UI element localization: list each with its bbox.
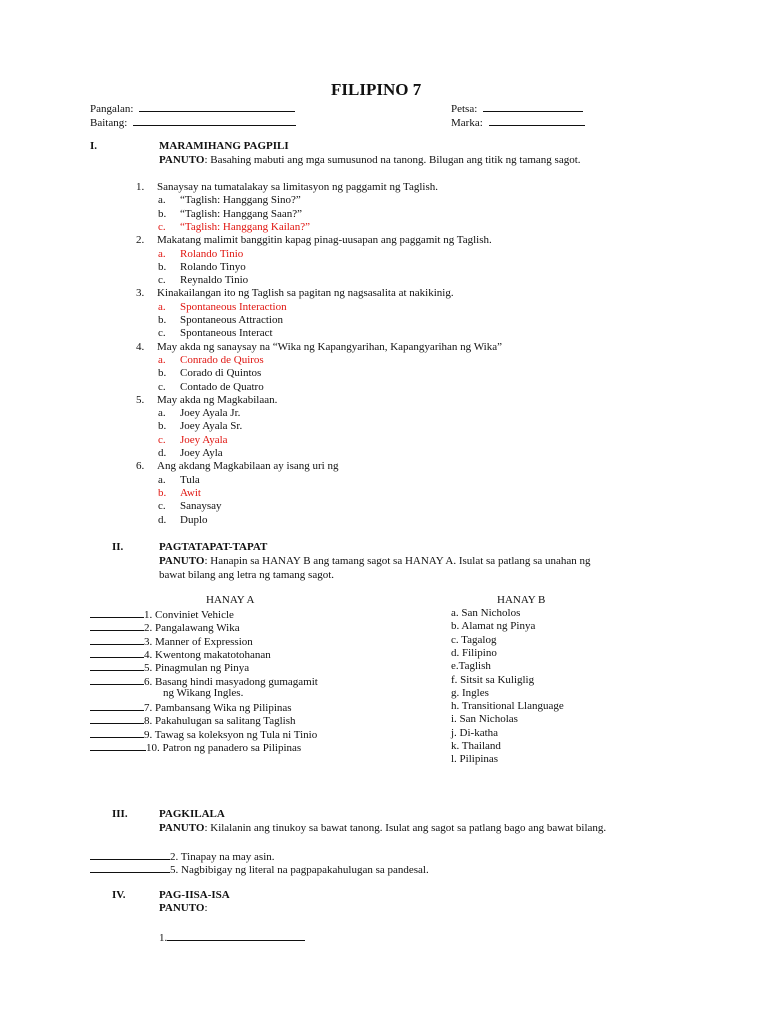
hanay-b-item: k. Thailand bbox=[451, 740, 501, 752]
choice-letter: a. bbox=[158, 473, 166, 486]
section4-roman: IV. bbox=[112, 889, 126, 901]
choice-letter: b. bbox=[158, 486, 167, 499]
pagkilala-item bbox=[90, 862, 429, 877]
choice-text: Spontaneous Interact bbox=[180, 327, 273, 340]
choice-letter: a. bbox=[158, 353, 166, 366]
choice-text: Duplo bbox=[180, 513, 208, 526]
question bbox=[136, 181, 438, 194]
choice-correct[interactable] bbox=[158, 434, 228, 447]
choice[interactable] bbox=[158, 274, 248, 287]
hanay-a-continuation: ng Wikang Ingles. bbox=[163, 686, 244, 699]
marka-blank[interactable] bbox=[489, 115, 585, 126]
section3-roman: III. bbox=[112, 808, 128, 820]
answer-blank[interactable] bbox=[90, 620, 144, 631]
panuto-text: : bbox=[204, 902, 208, 914]
item-number: 1. bbox=[159, 932, 168, 944]
question bbox=[136, 287, 454, 300]
pangalan-label: Pangalan: bbox=[90, 103, 134, 115]
section2-panuto-line2: bawat bilang ang letra ng tamang sagot. bbox=[159, 569, 335, 581]
hanay-a-text: 1. Conviniet Vehicle bbox=[144, 609, 234, 621]
question-number: 3. bbox=[136, 287, 145, 300]
petsa-blank[interactable] bbox=[483, 101, 583, 112]
answer-blank[interactable] bbox=[90, 634, 144, 645]
answer-blank[interactable] bbox=[90, 647, 144, 658]
hanay-a-text: 9. Tawag sa koleksyon ng Tula ni Tinio bbox=[144, 728, 318, 741]
petsa-field bbox=[451, 101, 583, 116]
choice-correct[interactable] bbox=[158, 487, 201, 500]
section3-panuto bbox=[159, 822, 606, 835]
choice-letter: b. bbox=[158, 207, 167, 220]
section3-heading: PAGKILALA bbox=[159, 808, 225, 820]
baitang-blank[interactable] bbox=[133, 115, 296, 126]
choice-letter: d. bbox=[158, 513, 167, 526]
baitang-label: Baitang: bbox=[90, 117, 128, 129]
hanay-b-item: c. Tagalog bbox=[451, 633, 497, 646]
section1-roman: I. bbox=[90, 140, 98, 152]
choice-correct[interactable] bbox=[158, 354, 264, 367]
answer-blank[interactable] bbox=[90, 862, 170, 873]
choice[interactable] bbox=[158, 407, 240, 420]
page-title: FILIPINO 7 bbox=[331, 80, 422, 99]
choice-text: Awit bbox=[180, 486, 201, 499]
choice[interactable] bbox=[158, 327, 273, 340]
choice-text: Conrado de Quiros bbox=[180, 353, 264, 366]
hanay-a-text: 5. Pinagmulan ng Pinya bbox=[144, 662, 250, 675]
choice-letter: a. bbox=[158, 300, 166, 313]
question bbox=[136, 394, 277, 407]
choice-text: Joey Ayala Jr. bbox=[180, 407, 241, 420]
pagkilala-item-text: 5. Nagbibigay ng literal na pagpapakahulugan sa pandesal. bbox=[170, 864, 429, 876]
choice-letter: a. bbox=[158, 247, 166, 260]
choice-text: Spontaneous Interaction bbox=[180, 300, 287, 313]
question-text: May akda ng sanaysay na “Wika ng Kapangyarihan, Kapangyarihan ng Wika” bbox=[157, 340, 502, 353]
choice-text: Rolando Tinyo bbox=[180, 260, 246, 273]
question-number: 6. bbox=[136, 460, 145, 473]
answer-blank[interactable] bbox=[167, 930, 305, 941]
choice-letter: c. bbox=[158, 500, 166, 513]
question-number: 1. bbox=[136, 181, 145, 193]
choice-text: Corado di Quintos bbox=[180, 367, 262, 380]
choice-letter: c. bbox=[158, 433, 166, 446]
choice-text: “Taglish: Hanggang Saan?” bbox=[180, 207, 303, 220]
answer-blank[interactable] bbox=[90, 740, 146, 751]
choice[interactable] bbox=[158, 381, 264, 394]
choice-letter: b. bbox=[158, 260, 167, 273]
hanay-b-item: h. Transitional Llanguage bbox=[451, 700, 564, 713]
hanay-a-text: 2. Pangalawang Wika bbox=[144, 622, 240, 635]
choice-text: Joey Ayala Sr. bbox=[180, 420, 243, 433]
answer-blank[interactable] bbox=[90, 660, 144, 671]
panuto-label: PANUTO bbox=[159, 902, 205, 914]
choice[interactable] bbox=[158, 261, 246, 274]
question bbox=[136, 460, 338, 473]
choice-letter: a. bbox=[158, 194, 166, 207]
choice-text: Spontaneous Attraction bbox=[180, 314, 283, 326]
hanay-b-item: a. San Nicholos bbox=[451, 607, 521, 619]
section2-panuto bbox=[159, 555, 591, 568]
panuto-text: : Kilalanin ang tinukoy sa bawat tanong. Isulat ang sagot sa patlang bago ang bawat bilang. bbox=[204, 822, 607, 834]
section2-heading: PAGTATAPAT-TAPAT bbox=[159, 541, 268, 553]
hanay-b-item: e.Taglish bbox=[451, 660, 491, 673]
choice-letter: c. bbox=[158, 274, 166, 287]
question bbox=[136, 234, 492, 247]
choice[interactable] bbox=[158, 314, 283, 327]
question-text: Kinakailangan ito ng Taglish sa pagitan ng nagsasalita at nakikinig. bbox=[157, 287, 454, 300]
petsa-label: Petsa: bbox=[451, 103, 478, 115]
choice-correct[interactable] bbox=[158, 221, 310, 234]
choice[interactable] bbox=[158, 208, 302, 221]
hanay-a-text: 10. Patron ng panadero sa Pilipinas bbox=[146, 742, 302, 754]
pagkilala-item-text: 2. Tinapay na may asin. bbox=[170, 851, 275, 863]
answer-blank[interactable] bbox=[90, 607, 144, 618]
choice-letter: c. bbox=[158, 380, 166, 393]
answer-blank[interactable] bbox=[90, 674, 144, 685]
choice-text: Sanaysay bbox=[180, 500, 222, 513]
panuto-text: : Basahing mabuti ang mga sumusunod na tanong. Bilugan ang titik ng tamang sagot. bbox=[204, 154, 581, 166]
choice-letter: b. bbox=[158, 314, 167, 326]
choice-letter: d. bbox=[158, 447, 167, 459]
hanay-a-text: 8. Pakahulugan sa salitang Taglish bbox=[144, 715, 296, 728]
choice-letter: c. bbox=[158, 327, 166, 340]
hanay-a-item bbox=[90, 740, 301, 755]
choice-text: Contado de Quatro bbox=[180, 380, 264, 393]
choice-text: Rolando Tinio bbox=[180, 247, 244, 260]
choice-correct[interactable] bbox=[158, 301, 287, 314]
answer-blank[interactable] bbox=[90, 700, 144, 711]
pangalan-blank[interactable] bbox=[139, 101, 295, 112]
section1-panuto bbox=[159, 154, 581, 167]
answer-blank[interactable] bbox=[90, 713, 144, 724]
choice-letter: a. bbox=[158, 407, 166, 420]
hanay-a-text: 7. Pambansang Wika ng Pilipinas bbox=[144, 702, 292, 715]
panuto-label: PANUTO bbox=[159, 555, 205, 567]
marka-field bbox=[451, 115, 585, 130]
choice-letter: b. bbox=[158, 367, 167, 380]
section1-heading: MARAMIHANG PAGPILI bbox=[159, 140, 289, 152]
hanay-b-heading: HANAY B bbox=[497, 594, 546, 606]
answer-blank[interactable] bbox=[90, 727, 144, 738]
panuto-label: PANUTO bbox=[159, 154, 205, 166]
panuto-label: PANUTO bbox=[159, 822, 205, 834]
choice[interactable] bbox=[158, 194, 301, 207]
choice-letter: c. bbox=[158, 220, 166, 233]
question-text: Ang akdang Magkabilaan ay isang uri ng bbox=[157, 460, 339, 473]
question-number: 2. bbox=[136, 234, 145, 247]
hanay-a-text: 6. Basang hindi masyadong gumagamit bbox=[144, 675, 318, 688]
section4-panuto bbox=[159, 902, 208, 915]
choice[interactable] bbox=[158, 500, 222, 513]
marka-label: Marka: bbox=[451, 117, 483, 129]
choice[interactable] bbox=[158, 474, 200, 487]
hanay-a-text: 3. Manner of Expression bbox=[144, 635, 253, 648]
choice[interactable] bbox=[158, 514, 208, 527]
choice-text: Tula bbox=[180, 473, 200, 486]
choice-text: Joey Ayla bbox=[180, 447, 223, 459]
answer-blank[interactable] bbox=[90, 849, 170, 860]
hanay-b-item: l. Pilipinas bbox=[451, 753, 499, 766]
question-text: Makatang malimit banggitin kapag pinag-uusapan ang paggamit ng Taglish. bbox=[157, 234, 492, 247]
choice[interactable] bbox=[158, 447, 223, 460]
pangalan-field bbox=[90, 101, 295, 116]
choice-text: “Taglish: Hanggang Kailan?” bbox=[180, 220, 310, 233]
question-number: 4. bbox=[136, 340, 145, 353]
hanay-b-item: i. San Nicholas bbox=[451, 713, 518, 726]
hanay-b-item: b. Alamat ng Pinya bbox=[451, 620, 536, 633]
choice-text: Joey Ayala bbox=[180, 433, 228, 446]
panuto-text: : Hanapin sa HANAY B ang tamang sagot sa HANAY A. Isulat sa patlang sa unahan ng bbox=[204, 555, 591, 567]
hanay-b-item: f. Sitsit sa Kuliglig bbox=[451, 673, 535, 686]
choice-text: Reynaldo Tinio bbox=[180, 274, 249, 287]
hanay-a-text: 4. Kwentong makatotohanan bbox=[144, 648, 271, 661]
question-text: May akda ng Magkabilaan. bbox=[157, 393, 278, 406]
choice-letter: b. bbox=[158, 420, 167, 433]
hanay-b-item: j. Di-katha bbox=[451, 726, 499, 739]
choice-text: “Taglish: Hanggang Sino?” bbox=[180, 194, 301, 207]
section2-roman: II. bbox=[112, 541, 124, 553]
section4-heading: PAG-IISA-ISA bbox=[159, 889, 230, 901]
pag-iisa-isa-item bbox=[159, 930, 305, 945]
choice[interactable] bbox=[158, 367, 261, 380]
choice[interactable] bbox=[158, 420, 242, 433]
question-text: Sanaysay na tumatalakay sa limitasyon ng paggamit ng Taglish. bbox=[157, 181, 438, 193]
hanay-b-item: g. Ingles bbox=[451, 686, 489, 699]
question-number: 5. bbox=[136, 393, 145, 406]
choice-correct[interactable] bbox=[158, 248, 243, 261]
hanay-a-heading: HANAY A bbox=[206, 594, 255, 606]
hanay-b-item: d. Filipino bbox=[451, 646, 497, 659]
question bbox=[136, 341, 502, 354]
baitang-field bbox=[90, 115, 296, 130]
